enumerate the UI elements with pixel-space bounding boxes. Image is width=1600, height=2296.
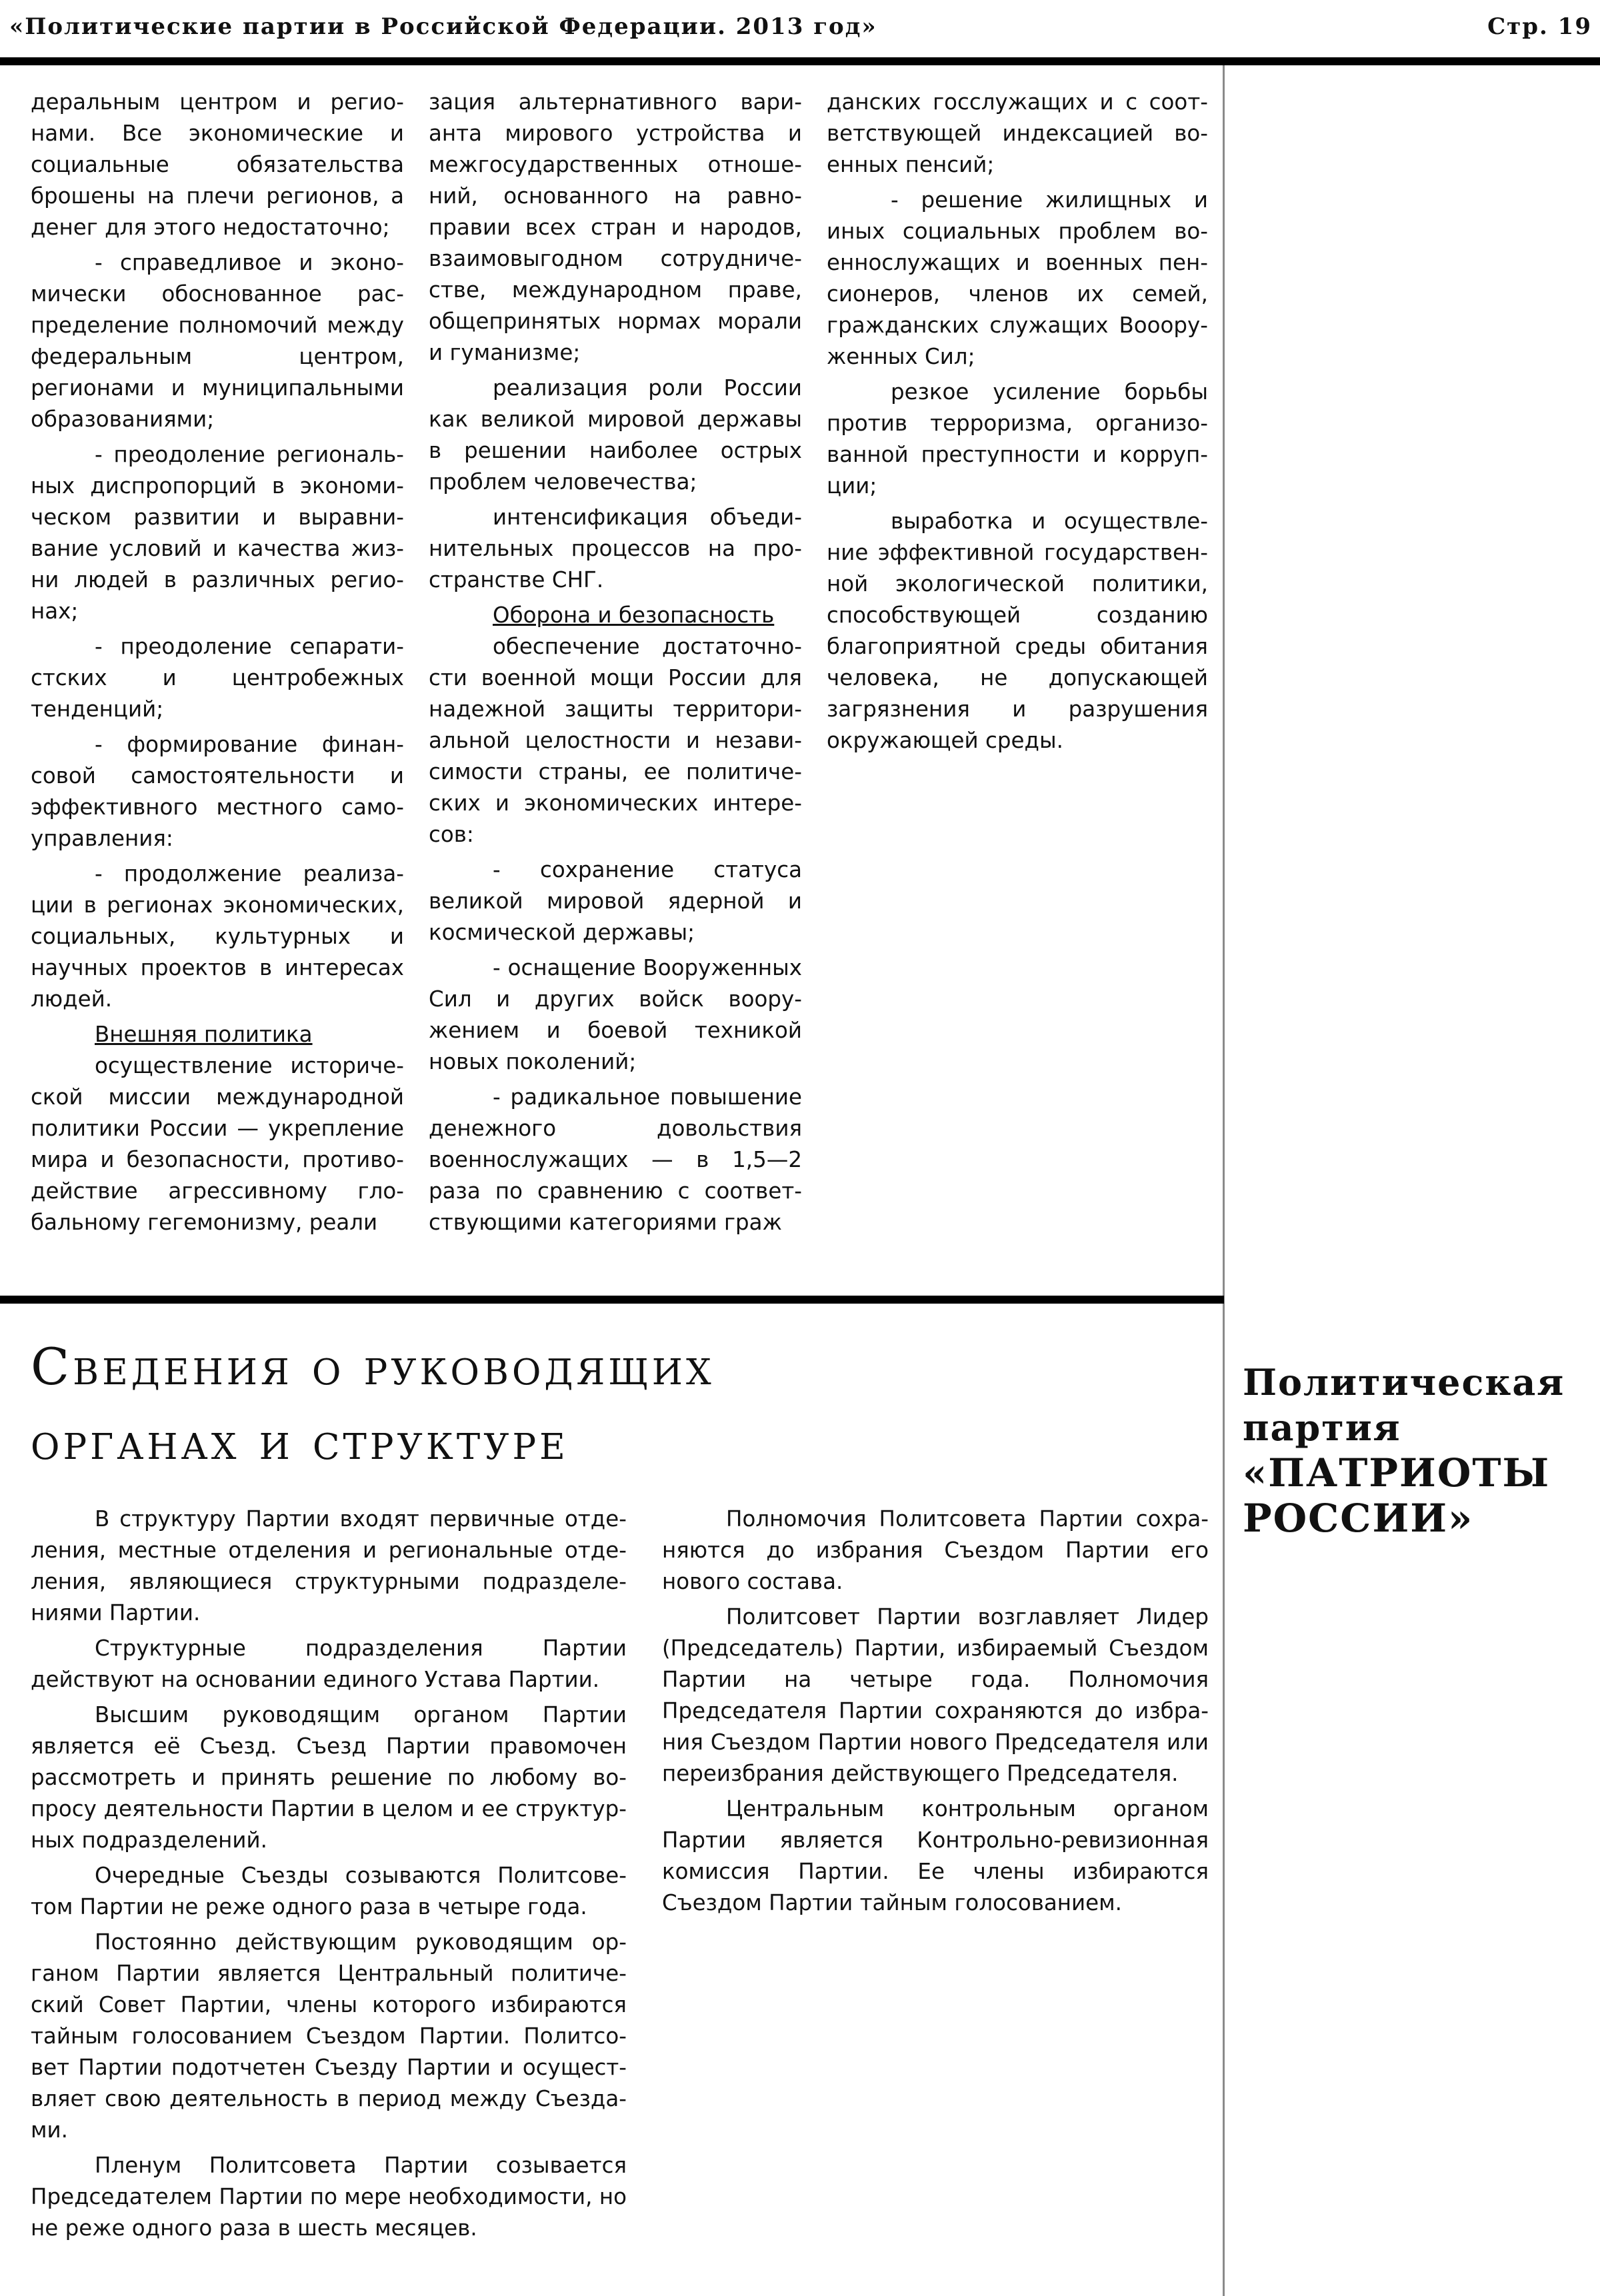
section-rule	[0, 1296, 1224, 1304]
paragraph: - формирование финансовой самостоятельности и эффективного местного самоуправления:	[31, 732, 404, 851]
paragraph: обеспечение достаточности военной мощи России для надежной защиты территориальной целостности и независимости страны, ее политических и экономических интересов:	[429, 634, 802, 847]
paragraph: резкое усиление борьбы против терроризма, организованной преступности и коррупции;	[827, 379, 1208, 499]
section-title-line-2: органах и структуре	[31, 1412, 569, 1471]
party-name-sidebar	[1243, 1360, 1596, 1541]
text-column-4	[31, 1504, 627, 2248]
paragraph: - продолжение реализации в регионах экономических, социальных, культурных и научных проектов в интересах людей.	[31, 861, 404, 1012]
section-subheading: Внешняя политика	[95, 1022, 313, 1047]
text-column-5	[662, 1504, 1209, 1923]
paragraph: Очередные Съезды созываются Политсоветом Партии не реже одного раза в четыре года.	[31, 1863, 627, 1919]
text-column-2	[429, 87, 802, 1242]
publication-title: «Политические партии в Российской Федерации. 2013 год»	[9, 13, 877, 40]
paragraph: - радикальное повышение денежного довольствия военнослужащих — в 1,5—2 раза по сравнению с соответствующими категориями граж	[429, 1084, 802, 1235]
paragraph: реализация роли России как великой мировой державы в решении наиболее острых проблем человечества;	[429, 375, 802, 495]
paragraph: - оснащение Вооруженных Сил и других войск вооружением и боевой техникой новых поколений;	[429, 955, 802, 1074]
paragraph: Центральным контрольным органом Партии является Контрольно-ревизионная комиссия Партии. Ее члены избираются Съездом Партии тайным голосованием.	[662, 1796, 1209, 1915]
paragraph: зация альтернативного варианта мирового устройства и межгосударственных отношений, основанного на равноправии всех стран и народов, взаимовыгодном сотрудничестве, международном праве, общепринятых нормах морали и гуманизме;	[429, 89, 802, 365]
paragraph: - решение жилищных и иных социальных проблем военнослужащих и военных пенсионеров, членов их семей, гражданских служащих Воооруженных Сил;	[827, 187, 1208, 369]
paragraph: - преодоление сепаратистских и центробежных тенденций;	[31, 634, 404, 722]
page-number: Стр. 19	[1487, 13, 1592, 40]
paragraph: Политсовет Партии возглавляет Лидер (Председатель) Партии, избираемый Съездом Партии на четыре года. Полномочия Председателя Партии сохраняются до избрания Съездом Партии нового Председателя или переизбрания действующего Председателя.	[662, 1604, 1209, 1786]
party-name-line-2: партия	[1243, 1406, 1401, 1449]
paragraph: Структурные подразделения Партии действуют на основании единого Устава Партии.	[31, 1636, 627, 1692]
paragraph: Постоянно действующим руководящим органом Партии является Центральный политический Совет Партии, члены которого избираются тайным голосованием Съездом Партии. Политсовет Партии подотчетен Съезду Партии и осуществляет свою деятельность в период между Съездами.	[31, 1929, 627, 2143]
text-column-1	[31, 87, 404, 1242]
text-column-3	[827, 87, 1208, 760]
paragraph: - сохранение статуса великой мировой ядерной и космической державы;	[429, 857, 802, 945]
paragraph: выработка и осуществление эффективной государственной экологической политики, способствующей созданию благоприятной среды обитания человека, не допускающей загрязнения и разрушения окружающей среды.	[827, 509, 1208, 753]
party-name-line-1: Политическая	[1243, 1361, 1565, 1404]
party-name-line-3: «ПАТРИОТЫ	[1243, 1450, 1551, 1496]
column-divider	[1223, 65, 1225, 2296]
section-title	[31, 1330, 1204, 1479]
paragraph: Полномочия Политсовета Партии сохраняются до избрания Съездом Партии его нового состава.	[662, 1506, 1209, 1594]
running-header	[0, 0, 1600, 52]
paragraph: - справедливое и экономически обоснованное распределение полномочий между федеральным центром, регионами и муниципальными образованиями;	[31, 250, 404, 432]
paragraph: деральным центром и регионами. Все экономические и социальные обязательства брошены на плечи регионов, а денег для этого недостаточно;	[31, 89, 404, 240]
paragraph: Пленум Политсовета Партии созывается Председателем Партии по мере необходимости, но не реже одного раза в шесть месяцев.	[31, 2153, 627, 2241]
paragraph: осуществление исторической миссии международной политики России — укрепление мира и безопасности, противодействие агрессивному глобальному гегемонизму, реали	[31, 1053, 404, 1235]
paragraph: В структуру Партии входят первичные отделения, местные отделения и региональные отделения, являющиеся структурными подразделениями Партии.	[31, 1506, 627, 1626]
party-name-line-4: РОССИИ»	[1243, 1496, 1474, 1541]
section-subheading: Оборона и безопасность	[493, 602, 775, 628]
paragraph: данских госслужащих и с соответствующей индексацией военных пенсий;	[827, 89, 1208, 177]
paragraph: интенсификация объединительных процессов на пространстве СНГ.	[429, 505, 802, 592]
section-title-line-1: Сведения о руководящих	[31, 1337, 715, 1396]
paragraph: Высшим руководящим органом Партии является её Съезд. Съезд Партии правомочен рассмотреть и принять решение по любому вопросу деятельности Партии в целом и ее структурных подразделений.	[31, 1702, 627, 1853]
paragraph: - преодоление региональных диспропорций в экономическом развитии и выравнивание условий и качества жизни людей в различных регионах;	[31, 442, 404, 624]
header-rule	[0, 57, 1600, 65]
